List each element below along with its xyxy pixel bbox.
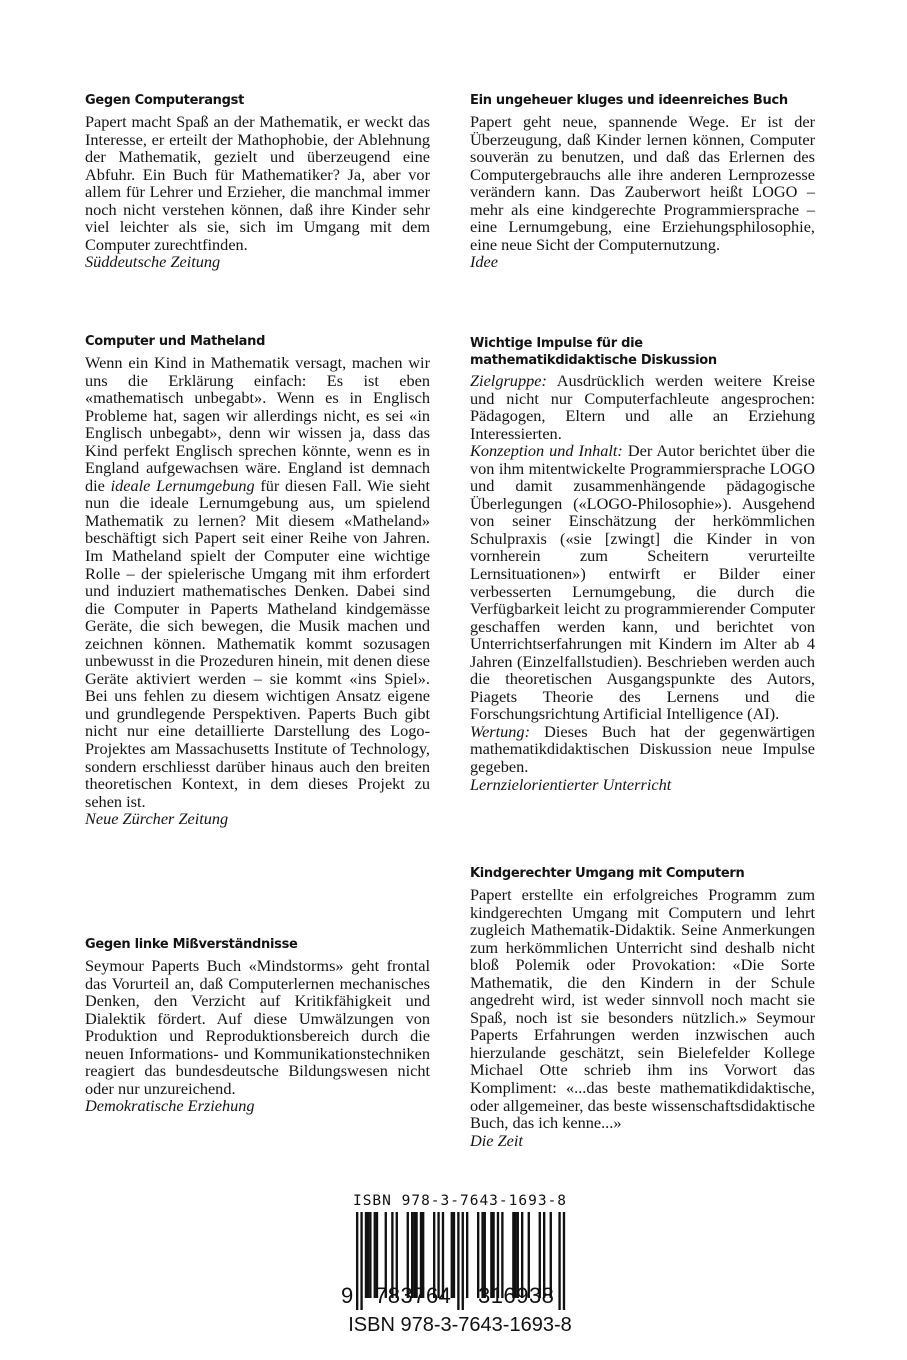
review-text: Papert erstellte ein erfolgreiches Programm zum kindgerechten Umgang mit Computern und lehrt zugleich Mathematik-Didaktik. Seine Anmerkungen zum herkömmlichen Unterricht sind deshalb nicht bloß Polemik oder Provokation: «Die Sorte Mathematik, die den Kindern in der Schule angedreht wird, ist weder sinnvoll noch macht sie Spaß, noch ist sie besonders nützlich.» Seymour Paperts Erfahrungen werden inzwischen auch hierzulande geschätzt, sein Bielefelder Kollege Michael Otte schrieb ihm ins Vorwort das Kompliment: «...das beste mathematikdidaktische, oder allgemeiner, das beste wissenschaftsdidaktische Buch, das ich kenne...» <box>470 885 815 1133</box>
review-text <box>470 723 815 776</box>
review-gegen-computerangst <box>85 92 430 271</box>
review-wichtige-impulse <box>470 335 815 793</box>
review-source: Lernzielorientierter Unterricht <box>470 774 672 794</box>
review-heading-line: mathematikdidaktische Diskussion <box>470 353 717 368</box>
review-heading: Kindgerechter Umgang mit Computern <box>470 866 745 881</box>
review-heading: Computer und Matheland <box>85 334 266 349</box>
review-text <box>470 372 815 442</box>
barcode-bar <box>369 1212 371 1298</box>
review-text-part: Der Autor berichtet über die von ihm mitentwickelte Programmiersprache LOGO und damit zusammenhängende pädagogische Überlegungen («LOGO-Philosophie»). Ausgehend von seiner Einschätzung der herkömmlichen Schulpraxis («sie [zwingt] die Kinder in von vornherein zum Scheitern verurteilte Lernsituationen») entwirft er Bilder einer verbesserten Lernumgebung, die durch die Verfügbarkeit leicht zu programmierender Computer geschaffen werden kann, und berichtet von Unterrichtserfahrungen mit Kindern im Alter ab 4 Jahren (Einzelfallstudien). Beschrieben werden auch die theoretischen Ausgangspunkte des Autors, Piagets Theorie des Lernens und die Forschungsrichtung Artificial Intelligence (AI). <box>470 441 815 724</box>
review-gegen-linke-missverstaendnisse <box>85 936 430 1115</box>
barcode-guard-bar <box>356 1212 358 1310</box>
barcode-bar <box>365 1212 367 1298</box>
review-text-part: Wenn ein Kind in Mathematik versagt, machen wir uns die Erklärung einfach: Es ist eben «mathematisch unbegabt». Wenn es in Englisch Probleme hat, sagen wir allerdings nicht, es sei «in Englisch unbegabt», denn wir wissen ja, dass das Kind perfekt Englisch sprechen könnte, wenn es in England aufgewachsen wäre. England ist demnach die <box>85 353 430 495</box>
barcode-bar <box>466 1212 468 1298</box>
review-ungeheuer-kluges-buch <box>470 92 815 271</box>
barcode-guard-bar <box>558 1212 560 1310</box>
barcode-digits-left: 783764 <box>375 1283 452 1308</box>
review-source: Neue Zürcher Zeitung <box>85 809 229 829</box>
review-heading: Gegen Computerangst <box>85 93 244 108</box>
isbn-bottom-label: ISBN 978-3-7643-1693-8 <box>348 1314 572 1336</box>
isbn-top-label: ISBN 978-3-7643-1693-8 <box>352 1193 568 1209</box>
barcode-digits-right: 316938 <box>478 1283 555 1308</box>
review-heading-line: Wichtige Impulse für die <box>470 336 643 351</box>
review-computer-und-matheland <box>85 333 430 828</box>
review-text-part: für diesen Fall. Wie sieht nun die ideale Lernumgebung aus, um spielend Mathematik zu lernen? Mit diesem «Matheland» beschäftigt sich Papert seit einer Reihe von Jahren. Im Matheland spielt der Computer eine wichtige Rolle – der spielerische Umgang mit ihm erfordert und induziert mathematisches Denken. Dabei sind die Computer in Paperts Matheland kindgemässe Geräte, die sich bewegen, die Musik machen und zeichnen können. Mathematik kommt sozusagen unbewusst in die Prozeduren hinein, mit denen diese Geräte aktiviert werden – sie kommt «ins Spiel». Bei uns fehlen zu diesem wichtigen Ansatz eigene und grundlegende Perspektiven. Paperts Buch gibt nicht nur eine detaillierte Darstellung des Logo-Projektes am Massachusetts Institute of Technology, sondern erschliesst darüber hinaus auch den breiten theoretischen Kontext, in dem dieses Projekt zu sehen ist. <box>85 475 431 811</box>
review-text-part: Dieses Buch hat der gegenwärtigen mathematikdidaktischen Diskussion neue Impulse gegeben. <box>470 721 815 777</box>
barcode-guard-bar <box>462 1212 464 1310</box>
review-text: Papert geht neue, spannende Wege. Er ist der Überzeugung, daß Kinder lernen können, Computer souverän zu benutzen, und daß das Erlernen des Computergebrauchs alle ihre anderen Lernprozesse verändern kann. Das Zauberwort heißt LOGO – mehr als eine kindgerechte Programmiersprache – eine Lernumgebung, eine Erziehungsphilosophie, eine neue Sicht der Computernutzung. <box>470 112 815 254</box>
review-heading: Gegen linke Mißverständnisse <box>85 937 298 952</box>
review-text-emphasis: ideale Lernumgebung <box>110 475 255 495</box>
barcode-guard-bar <box>457 1212 459 1310</box>
isbn-barcode-block <box>340 1192 580 1337</box>
review-source: Idee <box>470 252 499 272</box>
review-text: Seymour Paperts Buch «Mindstorms» geht frontal das Vorurteil an, daß Computerlernen mechanisches Denken, den Verzicht auf Kritikfähigkeit und Dialektik fördert. Auf diese Umwälzungen von Produktion und Reproduktionsbereich durch die neuen Informations- und Kommunikationstechniken reagiert das bundesdeutsche Bildungswesen nicht oder nur unzureichend. <box>85 956 430 1098</box>
review-heading <box>470 335 815 369</box>
review-source: Süddeutsche Zeitung <box>85 252 221 272</box>
review-text <box>470 442 815 723</box>
review-source: Demokratische Erziehung <box>85 1096 255 1116</box>
barcode-guard-bar <box>563 1212 565 1310</box>
review-text <box>85 354 430 810</box>
review-text: Papert macht Spaß an der Mathematik, er weckt das Interesse, er erteilt der Mathophobie, der Ablehnung der Mathematik, gezielt und überzeugend eine Abfuhr. Ein Buch für Mathematiker? Ja, aber vor allem für Lehrer und Erzieher, die manchmal immer noch nicht verstehen können, daß ihre Kinder sehr viel leichter als sie, sich im Umgang mit dem Computer zurechtfinden. <box>85 112 430 254</box>
review-label: Zielgruppe: <box>470 371 547 390</box>
review-label: Wertung: <box>470 721 530 741</box>
review-text-part: Ausdrücklich werden weitere Kreise und nicht nur Computerfachleute angesprochen: Pädagogen, Eltern und alle an Erziehung Interessierten. <box>470 371 815 443</box>
barcode-guard-bar <box>360 1212 362 1310</box>
barcode-bar <box>453 1212 455 1298</box>
review-kindgerechter-umgang <box>470 865 815 1149</box>
barcode-bar <box>367 1212 369 1298</box>
review-label: Konzeption und Inhalt: <box>470 441 623 461</box>
barcode-digit-first: 9 <box>341 1283 354 1308</box>
review-heading: Ein ungeheuer kluges und ideenreiches Buch <box>470 93 788 108</box>
review-source: Die Zeit <box>470 1130 523 1150</box>
